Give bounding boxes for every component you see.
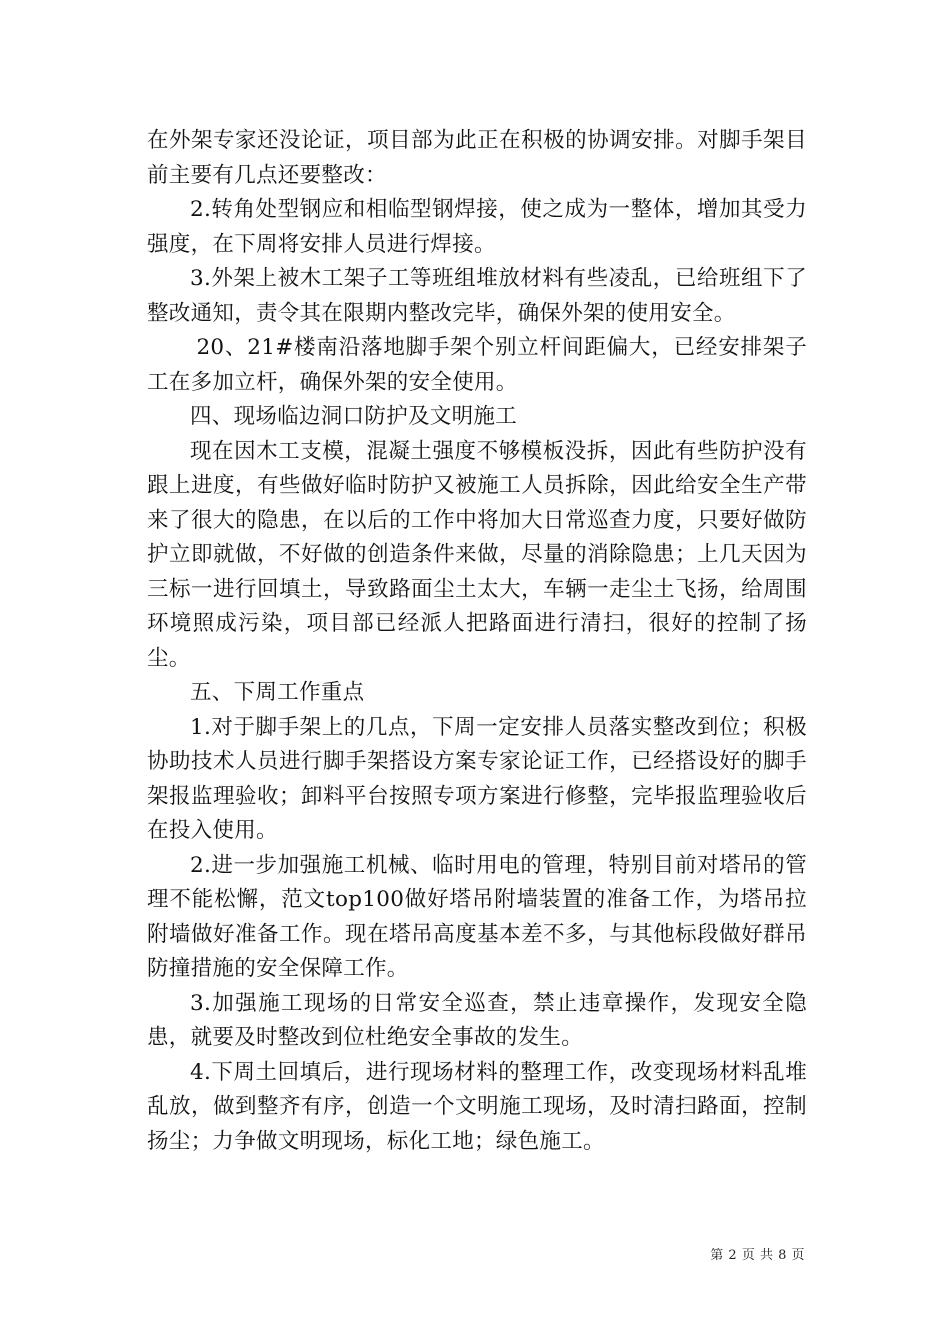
page-number-label: 第 2 页 共 8 页 [710, 1248, 805, 1263]
paragraph-plan-2: 2.进一步加强施工机械、临时用电的管理，特别目前对塔吊的管理不能松懈，范文top100做好塔吊附墙装置的准备工作，为塔吊拉附墙做好准备工作。现在塔吊高度基本差不多，与其他标段做好群吊防撞措施的安全保障工作。 [147, 852, 807, 981]
document-body [147, 124, 807, 1159]
paragraph-plan-3: 3.加强施工现场的日常安全巡查，禁止违章操作，发现安全隐患，就要及时整改到位杜绝安全事故的发生。 [147, 990, 807, 1050]
paragraph-intro-continuation: 在外架专家还没论证，项目部为此正在积极的协调安排。对脚手架目前主要有几点还要整改： [147, 128, 807, 188]
paragraph-item-2-welding: 2.转角处型钢应和相临型钢焊接，使之成为一整体，增加其受力强度，在下周将安排人员进行焊接。 [147, 197, 807, 257]
paragraph-building-20-21: 20、21#楼南沿落地脚手架个别立杆间距偏大，已经安排架子工在多加立杆，确保外架的安全使用。 [147, 335, 807, 395]
section-heading-5: 五、下周工作重点 [190, 680, 365, 705]
paragraph-item-3-materials: 3.外架上被木工架子工等班组堆放材料有些凌乱，已给班组下了整改通知，责令其在限期内整改完毕，确保外架的使用安全。 [147, 266, 807, 326]
section-heading-4: 四、现场临边洞口防护及文明施工 [190, 404, 518, 429]
paragraph-site-protection: 现在因木工支模，混凝土强度不够模板没拆，因此有些防护没有跟上进度，有些做好临时防护又被施工人员拆除，因此给安全生产带来了很大的隐患，在以后的工作中将加大日常巡查力度，只要好做防护立即就做，不好做的创造条件来做，尽量的消除隐患；上几天因为三标一进行回填土，导致路面尘土太大，车辆一走尘土飞扬，给周围环境照成污染，项目部已经派人把路面进行清扫，很好的控制了扬尘。 [147, 438, 807, 671]
paragraph-plan-4: 4.下周土回填后，进行现场材料的整理工作，改变现场材料乱堆乱放，做到整齐有序，创造一个文明施工现场，及时清扫路面，控制扬尘；力争做文明现场，标化工地；绿色施工。 [147, 1059, 807, 1154]
paragraph-plan-1: 1.对于脚手架上的几点，下周一定安排人员落实整改到位；积极协助技术人员进行脚手架搭设方案专家论证工作，已经搭设好的脚手架报监理验收；卸料平台按照专项方案进行修整，完毕报监理验收后在投入使用。 [147, 714, 807, 843]
page-footer [710, 1244, 805, 1263]
